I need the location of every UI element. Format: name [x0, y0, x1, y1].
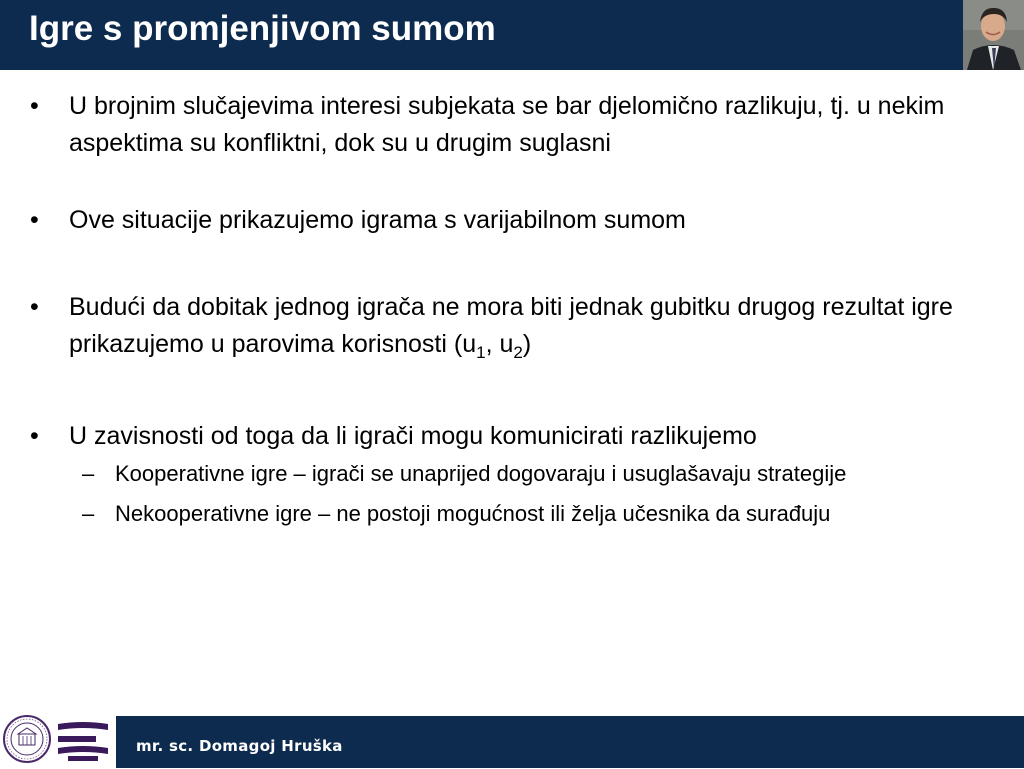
sub-bullet-marker: –	[82, 501, 95, 526]
sub-bullet-marker: –	[82, 461, 95, 486]
subscript-2: 2	[513, 343, 523, 362]
sub-bullet-item	[30, 457, 990, 490]
bullet-text	[69, 293, 953, 362]
sub-bullet-item	[30, 497, 990, 530]
bullet-item	[30, 418, 990, 455]
sub-bullet-text: Kooperativne igre – igrači se unaprijed dogovaraju i usuglašavaju strategije	[115, 461, 847, 486]
bullet-marker: •	[30, 422, 39, 450]
presenter-photo	[963, 0, 1024, 70]
bullet-text-part: , u	[485, 330, 514, 358]
slide-content	[30, 88, 990, 530]
sub-bullet-text: Nekooperativne igre – ne postoji mogućnost ili želja učesnika da surađuju	[115, 501, 831, 526]
bullet-marker: •	[30, 293, 39, 321]
header-bar	[0, 0, 1024, 70]
bullet-text: U zavisnosti od toga da li igrači mogu komunicirati razlikujemo	[69, 422, 757, 450]
faculty-logo-icon	[56, 720, 110, 762]
author-name: mr. sc. Domagoj Hruška	[136, 737, 343, 755]
bullet-text-part: )	[522, 330, 532, 358]
bullet-marker: •	[30, 206, 39, 234]
bullet-text: U brojnim slučajevima interesi subjekata se bar djelomično razlikuju, tj. u nekim aspektima su konfliktni, dok su u drugim suglasni	[69, 92, 945, 157]
bullet-item	[30, 202, 990, 239]
bullet-text-part: Budući da dobitak jednog igrača ne mora biti jednak gubitku drugog rezultat igre prikazujemo u parovima korisnosti (u	[69, 293, 953, 358]
bullet-text: Ove situacije prikazujemo igrama s varijabilnom sumom	[69, 206, 686, 234]
university-seal-icon	[2, 714, 52, 764]
bullet-item	[30, 88, 990, 162]
subscript-1: 1	[476, 343, 486, 362]
bullet-marker: •	[30, 92, 39, 120]
bullet-item	[30, 289, 990, 371]
slide-title: Igre s promjenjivom sumom	[29, 9, 496, 48]
